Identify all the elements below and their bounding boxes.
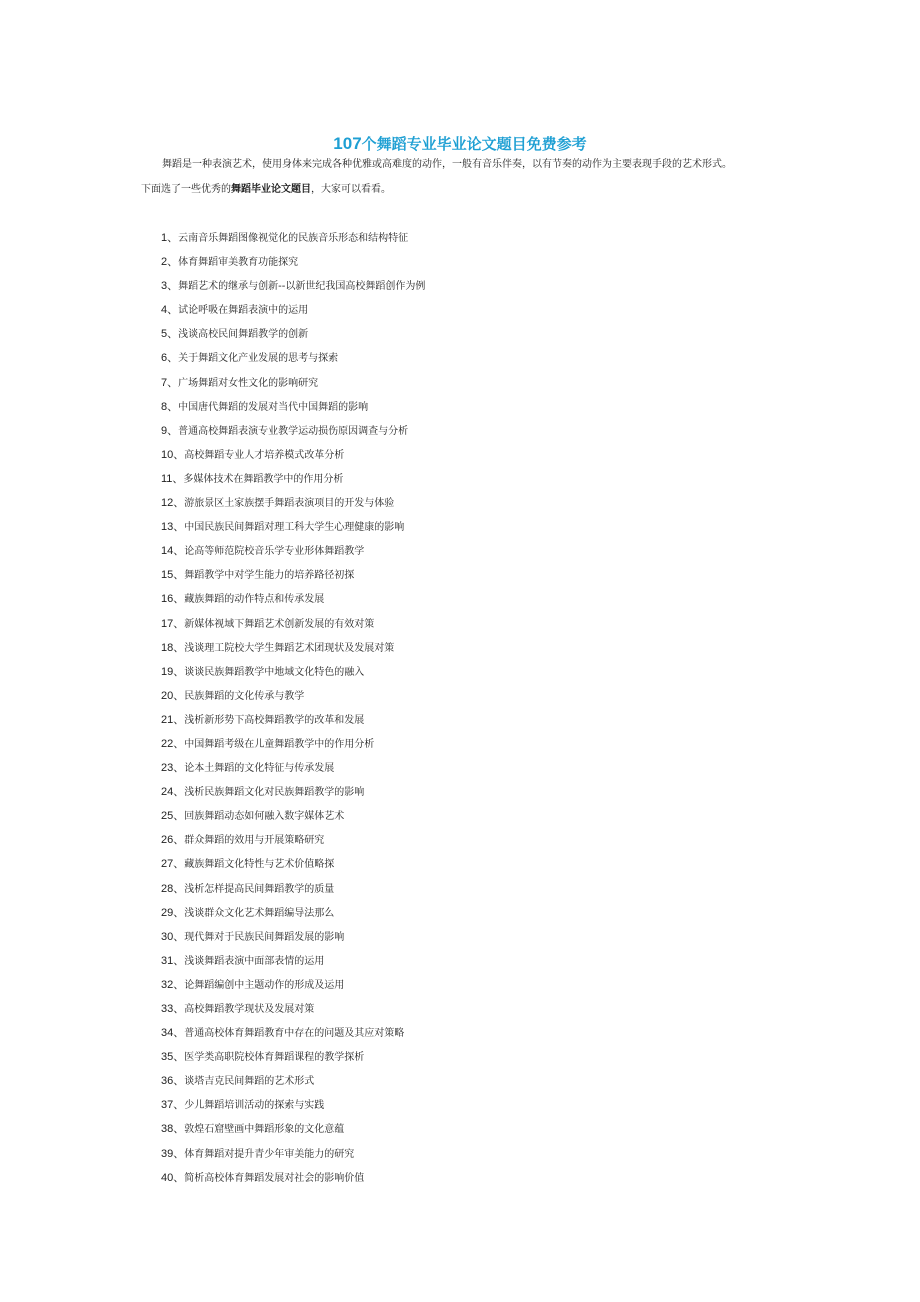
list-item-text: 云南音乐舞蹈图像视觉化的民族音乐形态和结构特征 — [178, 233, 409, 244]
list-item — [161, 254, 425, 278]
list-item-number: 6、 — [161, 352, 179, 365]
list-item-text: 谈谈民族舞蹈教学中地域文化特色的融入 — [184, 666, 365, 678]
intro-line-after: ，大家可以看看。 — [311, 184, 391, 195]
list-item — [161, 832, 425, 856]
list-item — [161, 447, 425, 471]
list-item-text: 医学类高职院校体育舞蹈课程的教学探析 — [184, 1052, 365, 1064]
list-item — [161, 784, 425, 808]
list-item-number: 40、 — [161, 1171, 185, 1184]
list-item — [161, 977, 425, 1001]
list-item-text: 少儿舞蹈培训活动的探索与实践 — [184, 1100, 325, 1112]
intro-line-before: 下面选了一些优秀的 — [141, 184, 231, 195]
list-item-number: 4、 — [161, 304, 179, 317]
list-item-text: 体育舞蹈审美教育功能探究 — [178, 257, 299, 269]
list-item — [161, 591, 425, 615]
list-item-number: 22、 — [161, 737, 185, 750]
list-item-number: 37、 — [161, 1099, 185, 1112]
list-item-number: 9、 — [161, 424, 179, 437]
list-item-text: 浅谈理工院校大学生舞蹈艺术团现状及发展对策 — [184, 642, 395, 654]
list-item-text: 游旅景区土家族摆手舞蹈表演项目的开发与体验 — [184, 498, 395, 510]
list-item — [161, 808, 425, 832]
list-item-text: 简析高校体育舞蹈发展对社会的影响价值 — [184, 1172, 365, 1184]
list-item-number: 29、 — [161, 906, 185, 919]
list-item-number: 16、 — [161, 593, 185, 606]
list-item-number: 2、 — [161, 256, 179, 269]
list-item-number: 23、 — [161, 762, 185, 775]
list-item-number: 8、 — [161, 400, 179, 413]
list-item — [161, 712, 425, 736]
list-item-text: 高校舞蹈专业人才培养模式改革分析 — [184, 449, 345, 461]
list-item — [161, 881, 425, 905]
list-item-text: 多媒体技术在舞蹈教学中的作用分析 — [183, 473, 344, 485]
list-item — [161, 230, 425, 254]
list-item — [161, 278, 425, 302]
list-item-number: 21、 — [161, 713, 185, 726]
topic-list — [161, 230, 425, 1194]
list-item — [161, 1073, 425, 1097]
list-item — [161, 302, 425, 326]
list-item — [161, 929, 425, 953]
list-item — [161, 495, 425, 519]
list-item-text: 浅谈舞蹈表演中面部表情的运用 — [184, 955, 325, 967]
list-item-number: 12、 — [161, 497, 185, 510]
list-item-number: 31、 — [161, 954, 185, 967]
list-item-text: 敦煌石窟壁画中舞蹈形象的文化意蕴 — [184, 1124, 345, 1136]
list-item — [161, 399, 425, 423]
list-item — [161, 1146, 425, 1170]
list-item-text: 舞蹈艺术的继承与创新--以新世纪我国高校舞蹈创作为例 — [178, 281, 426, 293]
list-item-number: 27、 — [161, 858, 185, 871]
list-item-text: 回族舞蹈动态如何融入数字媒体艺术 — [184, 811, 345, 823]
list-item — [161, 1097, 425, 1121]
title-text: 个舞蹈专业毕业论文题目免费参考 — [361, 135, 587, 153]
list-item-number: 1、 — [161, 232, 179, 244]
list-item — [161, 543, 425, 567]
list-item-number: 13、 — [161, 521, 185, 534]
list-item-text: 藏族舞蹈的动作特点和传承发展 — [184, 594, 325, 606]
list-item-number: 3、 — [161, 280, 179, 293]
list-item-text: 浅谈群众文化艺术舞蹈编导法那么 — [184, 907, 335, 919]
list-item-number: 17、 — [161, 617, 185, 630]
page-title — [0, 134, 920, 154]
intro-line — [141, 182, 391, 198]
list-item-text: 群众舞蹈的效用与开展策略研究 — [184, 835, 325, 847]
list-item-text: 民族舞蹈的文化传承与教学 — [184, 690, 305, 702]
list-item — [161, 760, 425, 784]
list-item-text: 中国民族民间舞蹈对理工科大学生心理健康的影响 — [184, 522, 405, 534]
list-item-text: 普通高校舞蹈表演专业教学运动损伤原因调查与分析 — [178, 425, 409, 437]
list-item-text: 高校舞蹈教学现状及发展对策 — [184, 1004, 315, 1015]
list-item-number: 7、 — [161, 376, 179, 389]
list-item — [161, 567, 425, 591]
list-item — [161, 856, 425, 880]
list-item — [161, 688, 425, 712]
list-item-text: 论本土舞蹈的文化特征与传承发展 — [184, 763, 335, 775]
list-item — [161, 664, 425, 688]
list-item — [161, 519, 425, 543]
list-item-text: 中国舞蹈考级在儿童舞蹈教学中的作用分析 — [184, 738, 375, 750]
list-item-number: 11、 — [161, 472, 184, 485]
list-item — [161, 1170, 425, 1194]
list-item-number: 35、 — [161, 1051, 185, 1064]
list-item-number: 24、 — [161, 786, 185, 799]
list-item-text: 体育舞蹈对提升青少年审美能力的研究 — [184, 1148, 355, 1160]
list-item-number: 36、 — [161, 1075, 185, 1088]
list-item-text: 浅析民族舞蹈文化对民族舞蹈教学的影响 — [184, 787, 365, 799]
list-item — [161, 953, 425, 977]
list-item-text: 论舞蹈编创中主题动作的形成及运用 — [184, 979, 345, 991]
list-item-text: 论高等师范院校音乐学专业形体舞蹈教学 — [184, 546, 365, 558]
list-item-number: 34、 — [161, 1027, 185, 1040]
list-item-text: 浅谈高校民间舞蹈教学的创新 — [178, 329, 309, 341]
list-item-text: 关于舞蹈文化产业发展的思考与探索 — [178, 353, 339, 365]
list-item — [161, 640, 425, 664]
list-item — [161, 1049, 425, 1073]
list-item-text: 现代舞对于民族民间舞蹈发展的影响 — [184, 931, 345, 943]
list-item-text: 舞蹈教学中对学生能力的培养路径初探 — [184, 570, 355, 582]
list-item-text: 新媒体视域下舞蹈艺术创新发展的有效对策 — [184, 618, 375, 630]
list-item-number: 20、 — [161, 689, 185, 702]
list-item-number: 10、 — [161, 448, 185, 461]
title-number: 107 — [333, 134, 362, 153]
list-item-number: 39、 — [161, 1147, 185, 1160]
intro-paragraph: 舞蹈是一种表演艺术，使用身体来完成各种优雅或高难度的动作，一般有音乐伴奏，以有节奏的动作为主要表现手段的艺术形式。 — [162, 159, 732, 170]
list-item-text: 广场舞蹈对女性文化的影响研究 — [178, 377, 319, 389]
list-item-text: 浅析怎样提高民间舞蹈教学的质量 — [184, 883, 335, 895]
list-item-number: 14、 — [161, 545, 185, 558]
list-item-text: 中国唐代舞蹈的发展对当代中国舞蹈的影响 — [178, 401, 369, 413]
list-item-text: 试论呼吸在舞蹈表演中的运用 — [178, 305, 309, 317]
list-item-number: 18、 — [161, 641, 185, 654]
list-item — [161, 1001, 425, 1025]
list-item — [161, 375, 425, 399]
list-item-text: 普通高校体育舞蹈教育中存在的问题及其应对策略 — [184, 1028, 405, 1040]
list-item — [161, 423, 425, 447]
list-item-text: 谈塔吉克民间舞蹈的艺术形式 — [184, 1076, 315, 1088]
list-item-number: 32、 — [161, 978, 185, 991]
list-item — [161, 326, 425, 350]
list-item — [161, 1121, 425, 1145]
list-item — [161, 616, 425, 640]
list-item-number: 33、 — [161, 1003, 185, 1015]
list-item-number: 28、 — [161, 882, 185, 895]
list-item-text: 藏族舞蹈文化特性与艺术价值略探 — [184, 859, 335, 871]
list-item — [161, 736, 425, 760]
list-item-number: 38、 — [161, 1123, 185, 1136]
list-item-number: 19、 — [161, 665, 185, 678]
list-item-number: 30、 — [161, 930, 185, 943]
list-item — [161, 1025, 425, 1049]
list-item — [161, 350, 425, 374]
list-item — [161, 905, 425, 929]
list-item-number: 5、 — [161, 328, 179, 341]
list-item — [161, 471, 425, 495]
list-item-text: 浅析新形势下高校舞蹈教学的改革和发展 — [184, 714, 365, 726]
list-item-number: 25、 — [161, 810, 185, 823]
intro-line-bold: 舞蹈毕业论文题目 — [231, 184, 311, 195]
list-item-number: 15、 — [161, 569, 185, 582]
list-item-number: 26、 — [161, 834, 185, 847]
